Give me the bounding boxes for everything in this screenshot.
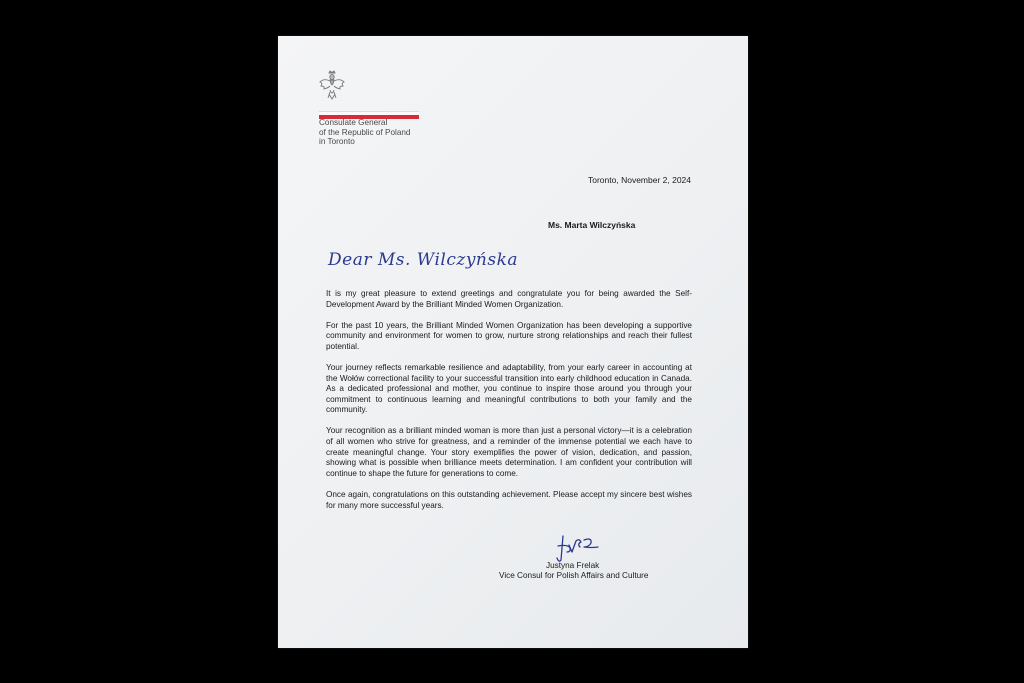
- handwritten-signature: [554, 532, 604, 562]
- polish-eagle-emblem-icon: [319, 70, 345, 100]
- body-paragraph: Your journey reflects remarkable resilience and adaptability, from your early career in accounting at the Wołów correctional facility to your successful transition into early childhood education in Canada. As a dedicated professional and mother, you continue to inspire those around you through your commitment to continuous learning and meaningful contributions to both your family and the community.: [326, 362, 692, 415]
- consulate-name-line: in Toronto: [319, 137, 355, 147]
- consulate-name: [319, 118, 411, 147]
- body-paragraph: It is my great pleasure to extend greetings and congratulate you for being awarded the Self-Development Award by the Brilliant Minded Women Organization.: [326, 289, 692, 309]
- signatory-name: Justyna Frelak: [546, 561, 600, 570]
- body-paragraph: For the past 10 years, the Brilliant Minded Women Organization has been developing a supportive community and environment for women to grow, nurture strong relationships and reach their fullest potential.: [326, 320, 692, 351]
- body-paragraph: Once again, congratulations on this outstanding achievement. Please accept my sincere best wishes for many more successful years.: [326, 489, 692, 510]
- recipient-name: Ms. Marta Wilczyńska: [548, 220, 636, 230]
- signatory-title: Vice Consul for Polish Affairs and Culture: [499, 571, 649, 580]
- body-paragraph: Your recognition as a brilliant minded woman is more than just a personal victory—it is a celebration of all women who strive for greatness, and a reminder of the immense potential we each have to create meaningful change. Your story exemplifies the power of vision, dedication, and passion, showing what is possible when brilliance meets determination. I am confident your contribution will continue to shape the future for generations to come.: [326, 426, 692, 478]
- letter-date: Toronto, November 2, 2024: [588, 175, 692, 185]
- consulate-name-line: of the Republic of Poland: [319, 127, 411, 137]
- consulate-name-line: Consulate General: [319, 118, 388, 127]
- letter-body: [326, 289, 692, 522]
- polish-flag-bar: [319, 111, 419, 118]
- handwritten-salutation: Dear Ms. Wilczyńska: [328, 250, 519, 270]
- letter-page: [278, 36, 748, 648]
